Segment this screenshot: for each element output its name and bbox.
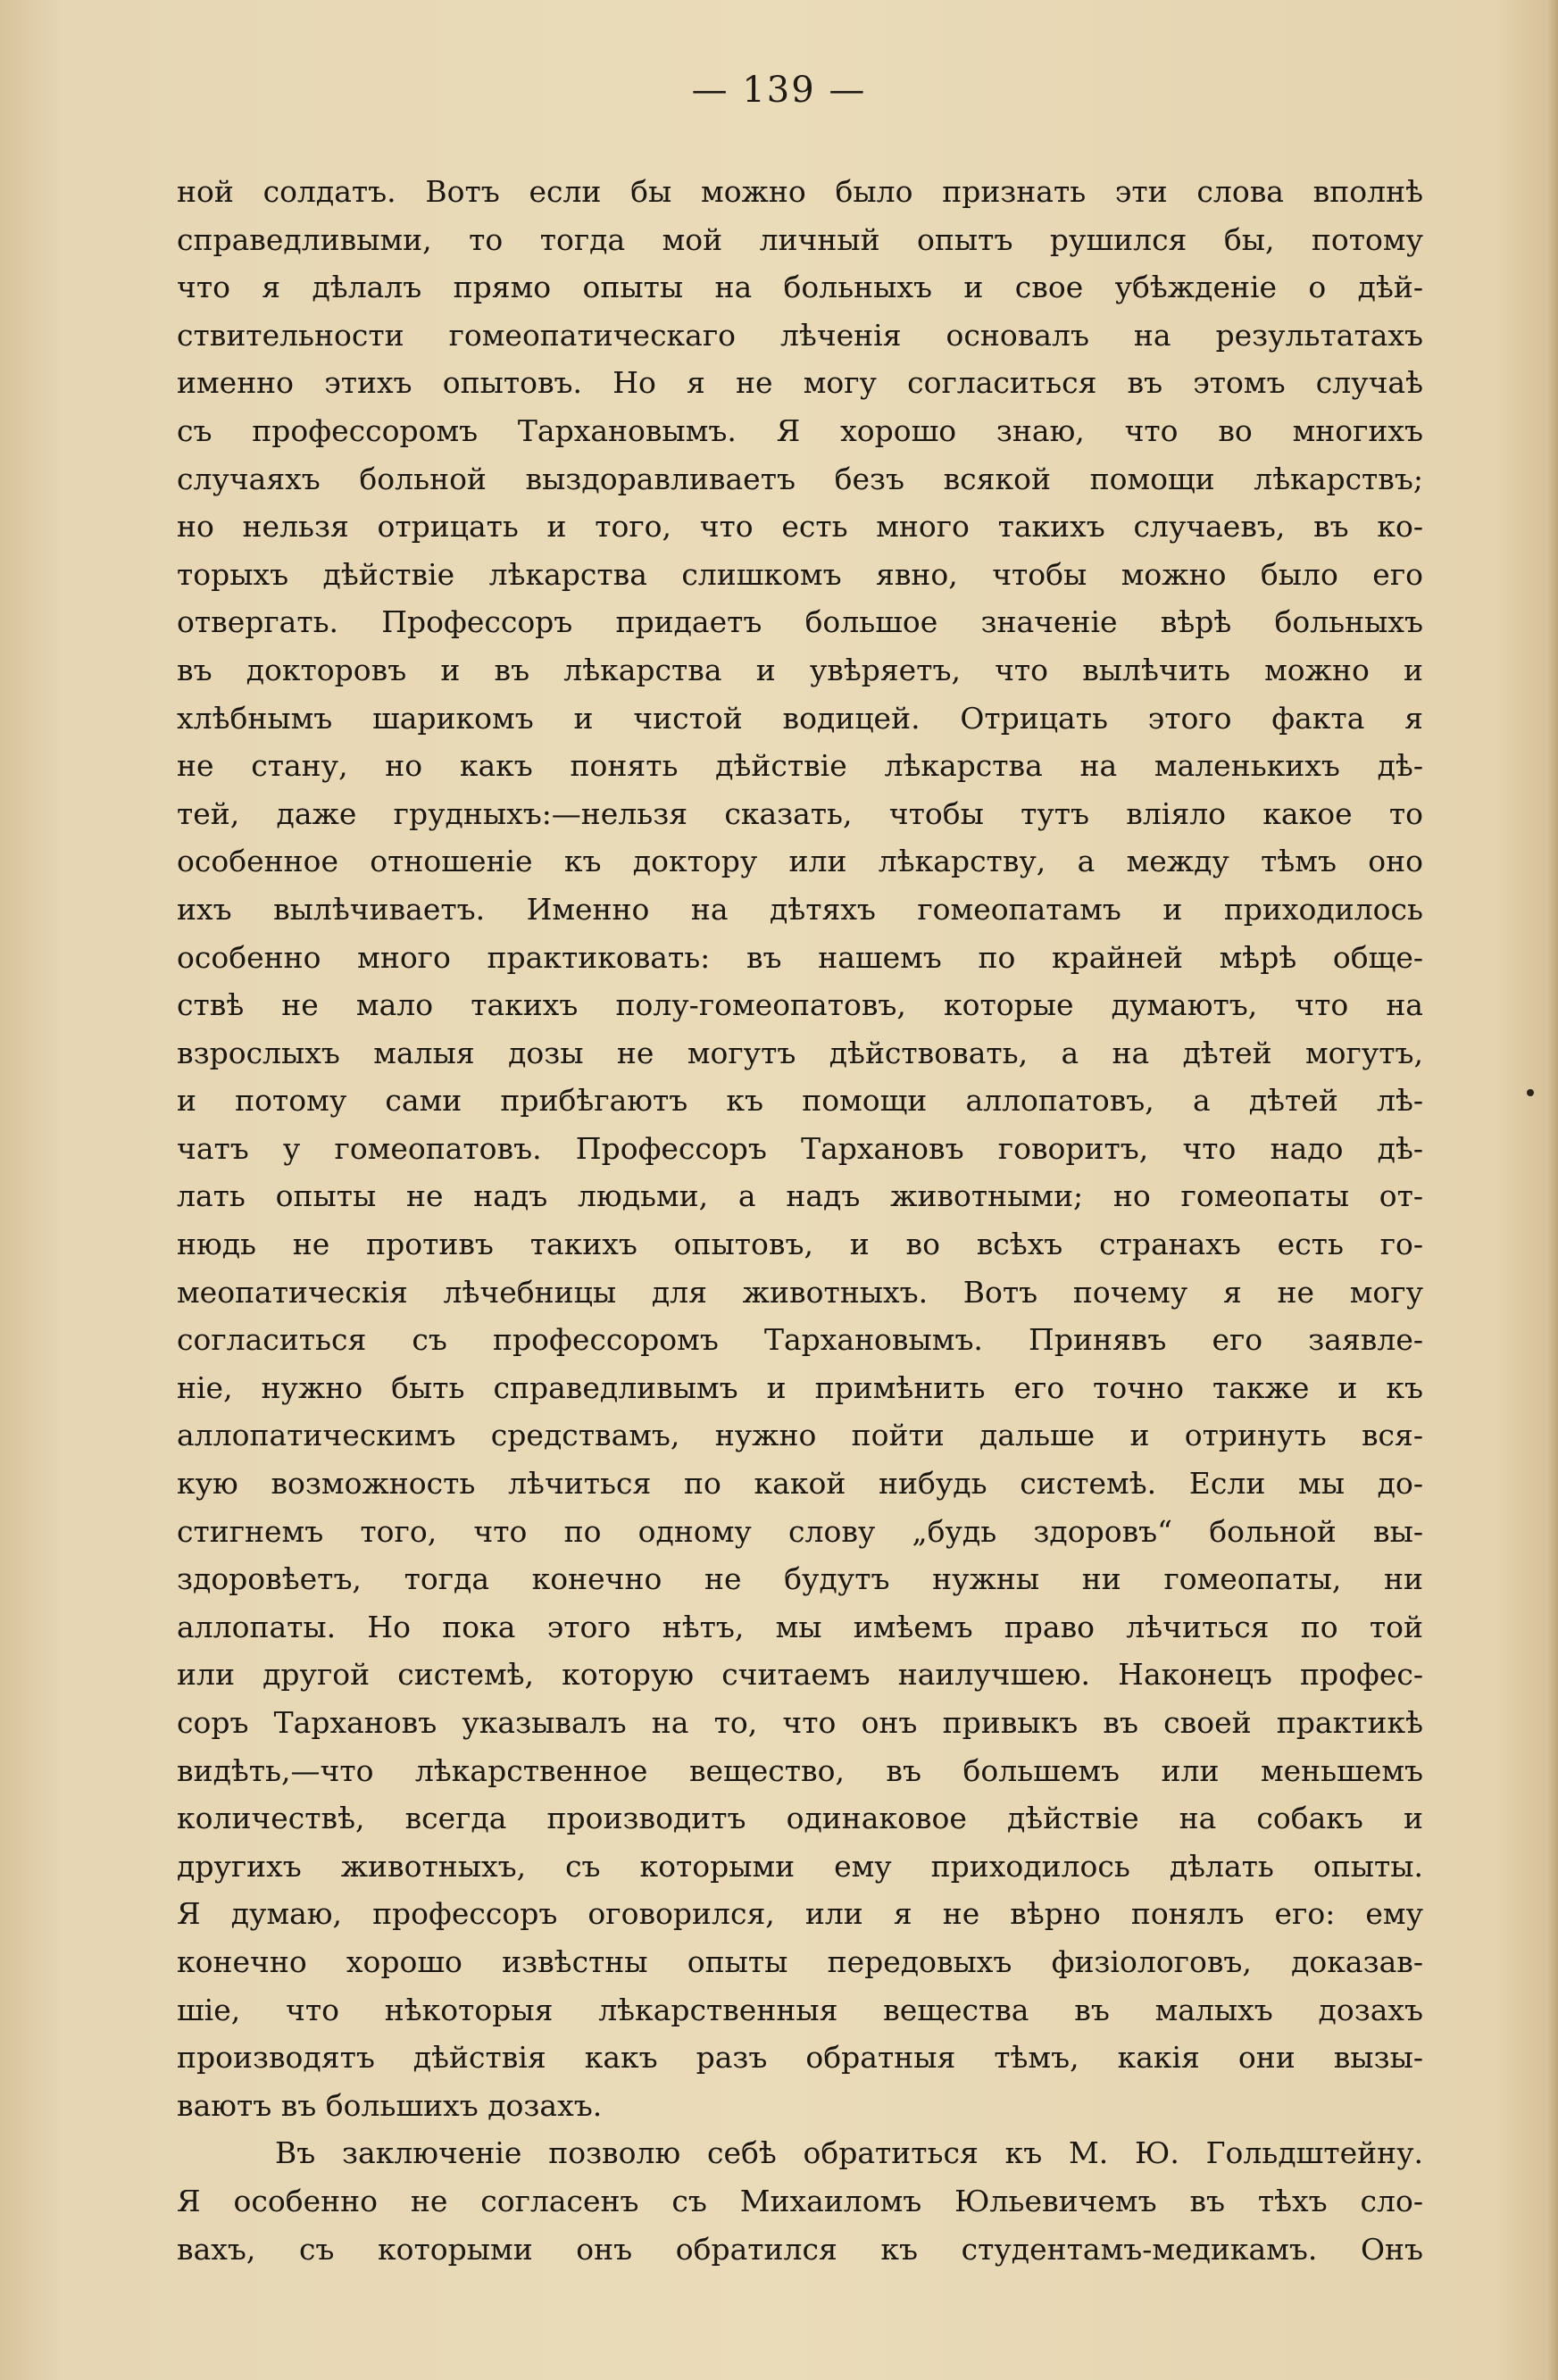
text-line: аллопаты. Но пока этого нѣтъ, мы имѣемъ право лѣчиться по той [177, 1609, 1423, 1644]
text-line: лать опыты не надъ людьми, а надъ животными; но гомеопаты от- [177, 1178, 1423, 1214]
text-line: съ профессоромъ Тархановымъ. Я хорошо знаю, что во многихъ [177, 412, 1423, 448]
text-line: отвергать. Профессоръ придаетъ большое значеніе вѣрѣ больныхъ [177, 604, 1423, 640]
text-line: шіе, что нѣкоторыя лѣкарственныя вещества въ малыхъ дозахъ [177, 1992, 1423, 2027]
text-line: торыхъ дѣйствіе лѣкарства слишкомъ явно, чтобы можно было его [177, 556, 1423, 592]
text-line: въ докторовъ и въ лѣкарства и увѣряетъ, что вылѣчить можно и [177, 652, 1423, 687]
text-line: хлѣбнымъ шарикомъ и чистой водицей. Отрицать этого факта я [177, 700, 1423, 736]
page-edge [1546, 0, 1558, 2380]
text-line: ствѣ не мало такихъ полу-гомеопатовъ, которые думаютъ, что на [177, 987, 1423, 1023]
text-line: ихъ вылѣчиваетъ. Именно на дѣтяхъ гомеопатамъ и приходилось [177, 891, 1423, 927]
text-line: Въ заключеніе позволю себѣ обратиться къ М. Ю. Гольдштейну. [275, 2135, 1423, 2171]
text-line: соръ Тархановъ указывалъ на то, что онъ привыкъ въ своей практикѣ [177, 1705, 1423, 1740]
text-line: ніе, нужно быть справедливымъ и примѣнить его точно также и къ [177, 1369, 1423, 1405]
text-line: именно этихъ опытовъ. Но я не могу согласиться въ этомъ случаѣ [177, 365, 1423, 401]
ink-speck [1527, 1089, 1534, 1096]
text-line: не стану, но какъ понять дѣйствіе лѣкарства на маленькихъ дѣ- [177, 748, 1423, 784]
text-line: стигнемъ того, что по одному слову „будь здоровъ“ больной вы- [177, 1513, 1423, 1549]
text-line: справедливыми, то тогда мой личный опытъ рушился бы, потому [177, 221, 1423, 257]
text-line: ствительности гомеопатическаго лѣченія основалъ на результатахъ [177, 317, 1423, 353]
text-line: аллопатическимъ средствамъ, нужно пойти дальше и отринуть вся- [177, 1418, 1423, 1453]
text-line: ной солдатъ. Вотъ если бы можно было признать эти слова вполнѣ [177, 174, 1423, 209]
text-line: вахъ, съ которыми онъ обратился къ студентамъ-медикамъ. Онъ [177, 2231, 1423, 2267]
text-line: согласиться съ профессоромъ Тархановымъ. Принявъ его заявле- [177, 1322, 1423, 1358]
text-line: чатъ у гомеопатовъ. Профессоръ Тархановъ говоритъ, что надо дѣ- [177, 1130, 1423, 1166]
text-line: видѣть,—что лѣкарственное вещество, въ большемъ или меньшемъ [177, 1752, 1423, 1788]
text-line: что я дѣлалъ прямо опыты на больныхъ и свое убѣжденіе о дѣй- [177, 270, 1423, 305]
text-line: конечно хорошо извѣстны опыты передовыхъ физіологовъ, доказав- [177, 1943, 1423, 1979]
text-line: здоровѣетъ, тогда конечно не будутъ нужны ни гомеопаты, ни [177, 1561, 1423, 1597]
text-line: Я особенно не согласенъ съ Михаиломъ Юльевичемъ въ тѣхъ сло- [177, 2183, 1423, 2218]
text-line: но нельзя отрицать и того, что есть много такихъ случаевъ, въ ко- [177, 509, 1423, 545]
text-body [177, 168, 1423, 2273]
text-line: случаяхъ больной выздоравливаетъ безъ всякой помощи лѣкарствъ; [177, 461, 1423, 496]
page-number: — 139 — [691, 70, 867, 111]
text-line: или другой системѣ, которую считаемъ наилучшею. Наконецъ профес- [177, 1657, 1423, 1693]
text-line: особенно много практиковать: въ нашемъ по крайней мѣрѣ обще- [177, 939, 1423, 975]
text-line: ваютъ въ большихъ дозахъ. [177, 2087, 603, 2123]
text-line: кую возможность лѣчиться по какой нибудь системѣ. Если мы до- [177, 1466, 1423, 1502]
text-line: количествѣ, всегда производитъ одинаковое дѣйствіе на собакъ и [177, 1801, 1423, 1836]
text-line: и потому сами прибѣгаютъ къ помощи аллопатовъ, а дѣтей лѣ- [177, 1083, 1423, 1119]
text-line: меопатическія лѣчебницы для животныхъ. Вотъ почему я не могу [177, 1274, 1423, 1310]
text-line: нюдь не противъ такихъ опытовъ, и во всѣхъ странахъ есть го- [177, 1227, 1423, 1262]
text-line: особенное отношеніе къ доктору или лѣкарству, а между тѣмъ оно [177, 844, 1423, 879]
text-line: взрослыхъ малыя дозы не могутъ дѣйствовать, а на дѣтей могутъ, [177, 1035, 1423, 1070]
text-line: тей, даже грудныхъ:—нельзя сказать, чтобы тутъ вліяло какое то [177, 795, 1423, 831]
text-line: другихъ животныхъ, съ которыми ему приходилось дѣлать опыты. [177, 1848, 1423, 1884]
text-line: производятъ дѣйствія какъ разъ обратныя тѣмъ, какія они вызы- [177, 2040, 1423, 2076]
text-line: Я думаю, профессоръ оговорился, или я не вѣрно понялъ его: ему [177, 1896, 1423, 1932]
